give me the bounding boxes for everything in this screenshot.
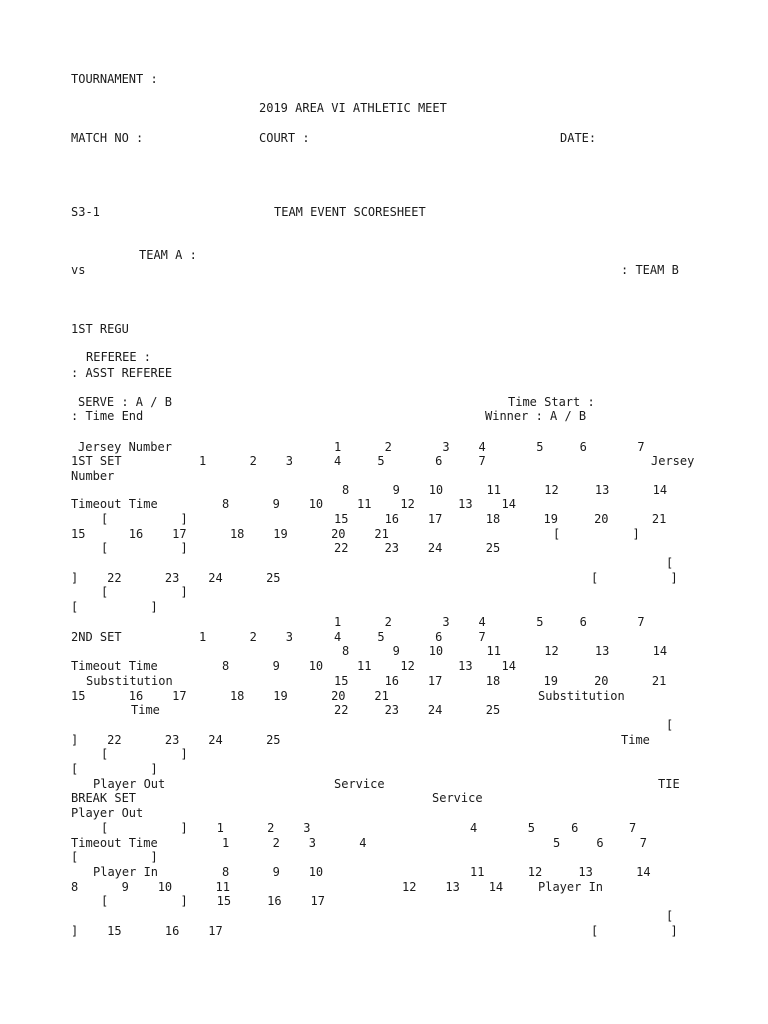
bracket-field: [ ]	[553, 527, 640, 541]
number-label: Number	[71, 469, 115, 483]
score-row: 1 2 3 4 5 6 7	[334, 615, 645, 629]
bracket-field: [ ]	[71, 850, 158, 864]
player-in-label: Player In	[538, 880, 604, 894]
bracket-field: [ ]	[71, 762, 158, 776]
score-row: 8 9 10	[222, 659, 324, 673]
score-row: 8 9 10	[222, 497, 324, 511]
time-start-label: Time Start :	[508, 395, 595, 409]
team-a-label: TEAM A :	[139, 248, 197, 262]
time-end-label: : Time End	[71, 409, 144, 423]
score-row: 15 16 17 18 19 20 21	[334, 512, 667, 526]
score-row: 15 16 17 18 19 20 21	[334, 674, 667, 688]
score-row: 8 9 10 11 12 13 14	[342, 644, 668, 658]
score-row: 8 9 10 11 12 13 14	[342, 483, 668, 497]
service-label: Service	[334, 777, 385, 791]
serve-label: SERVE : A / B	[78, 395, 172, 409]
substitution-label: Substitution	[86, 674, 173, 688]
team-b-label: : TEAM B	[621, 263, 679, 277]
set-2-label: 2ND SET	[71, 630, 122, 644]
substitution-label: Substitution	[538, 689, 625, 703]
score-row: 8 9 10	[222, 865, 324, 879]
score-row: 1 2 3	[199, 454, 293, 468]
score-row: 4 5 6 7	[334, 630, 486, 644]
set-1-label: 1ST SET	[71, 454, 122, 468]
bracket-open: [	[666, 909, 674, 923]
score-row: 4 5 6 7	[470, 821, 637, 835]
score-row: 1 2 3 4 5 6 7	[334, 440, 645, 454]
score-row: 15 16 17 18 19 20 21	[71, 689, 389, 703]
service-label: Service	[432, 791, 483, 805]
score-row: 8 9 10 11	[71, 880, 230, 894]
bracket-open: [	[666, 556, 674, 570]
bracket-field: [ ]	[71, 600, 158, 614]
vs-label: vs	[71, 263, 86, 277]
tournament-label: TOURNAMENT :	[71, 72, 158, 86]
break-set-label: BREAK SET	[71, 791, 137, 805]
date-label: DATE:	[560, 131, 597, 145]
bracket-field: [ ]	[591, 924, 678, 938]
time-label: Time	[131, 703, 160, 717]
bracket-field: [ ]	[591, 571, 678, 585]
jersey-number-label: Jersey Number	[78, 440, 172, 454]
score-row: ] 22 23 24 25	[71, 733, 281, 747]
match-no-label: MATCH NO :	[71, 131, 144, 145]
score-row: 1 2 3 4	[222, 836, 367, 850]
score-row: 11 12 13 14	[357, 497, 516, 511]
timeout-time-label: Timeout Time	[71, 836, 158, 850]
player-out-label: Player Out	[71, 806, 144, 820]
bracket-field: [ ]	[101, 541, 188, 555]
bracket-field: [ ]	[101, 747, 188, 761]
timeout-time-label: Timeout Time	[71, 497, 158, 511]
time-label: Time	[621, 733, 650, 747]
score-row: 1 2 3	[199, 630, 293, 644]
tournament-title: 2019 AREA VI ATHLETIC MEET	[259, 101, 447, 115]
asst-referee-label: : ASST REFEREE	[71, 366, 173, 380]
bracket-field: [ ]	[101, 585, 188, 599]
sheet-code: S3-1	[71, 205, 100, 219]
score-row: [ ] 15 16 17	[101, 894, 325, 908]
bracket-open: [	[666, 718, 674, 732]
score-row: ] 15 16 17	[71, 924, 223, 938]
score-row: 4 5 6 7	[334, 454, 486, 468]
score-row: 11 12 13 14	[357, 659, 516, 673]
sheet-title: TEAM EVENT SCORESHEET	[274, 205, 426, 219]
tie-label: TIE	[658, 777, 680, 791]
timeout-time-label: Timeout Time	[71, 659, 158, 673]
court-label: COURT :	[259, 131, 310, 145]
score-row: ] 22 23 24 25	[71, 571, 281, 585]
player-out-label: Player Out	[93, 777, 166, 791]
winner-label: Winner : A / B	[485, 409, 587, 423]
score-row: 22 23 24 25	[334, 541, 501, 555]
score-row: 12 13 14	[402, 880, 504, 894]
score-row: 22 23 24 25	[334, 703, 501, 717]
score-row: 11 12 13 14	[470, 865, 651, 879]
regu-label: 1ST REGU	[71, 322, 129, 336]
bracket-field: [ ]	[101, 512, 188, 526]
player-in-label: Player In	[93, 865, 159, 879]
score-row: 15 16 17 18 19 20 21	[71, 527, 389, 541]
score-row: 5 6 7	[553, 836, 647, 850]
score-row: [ ] 1 2 3	[101, 821, 311, 835]
referee-label: REFEREE :	[86, 350, 152, 364]
jersey-label: Jersey	[651, 454, 695, 468]
